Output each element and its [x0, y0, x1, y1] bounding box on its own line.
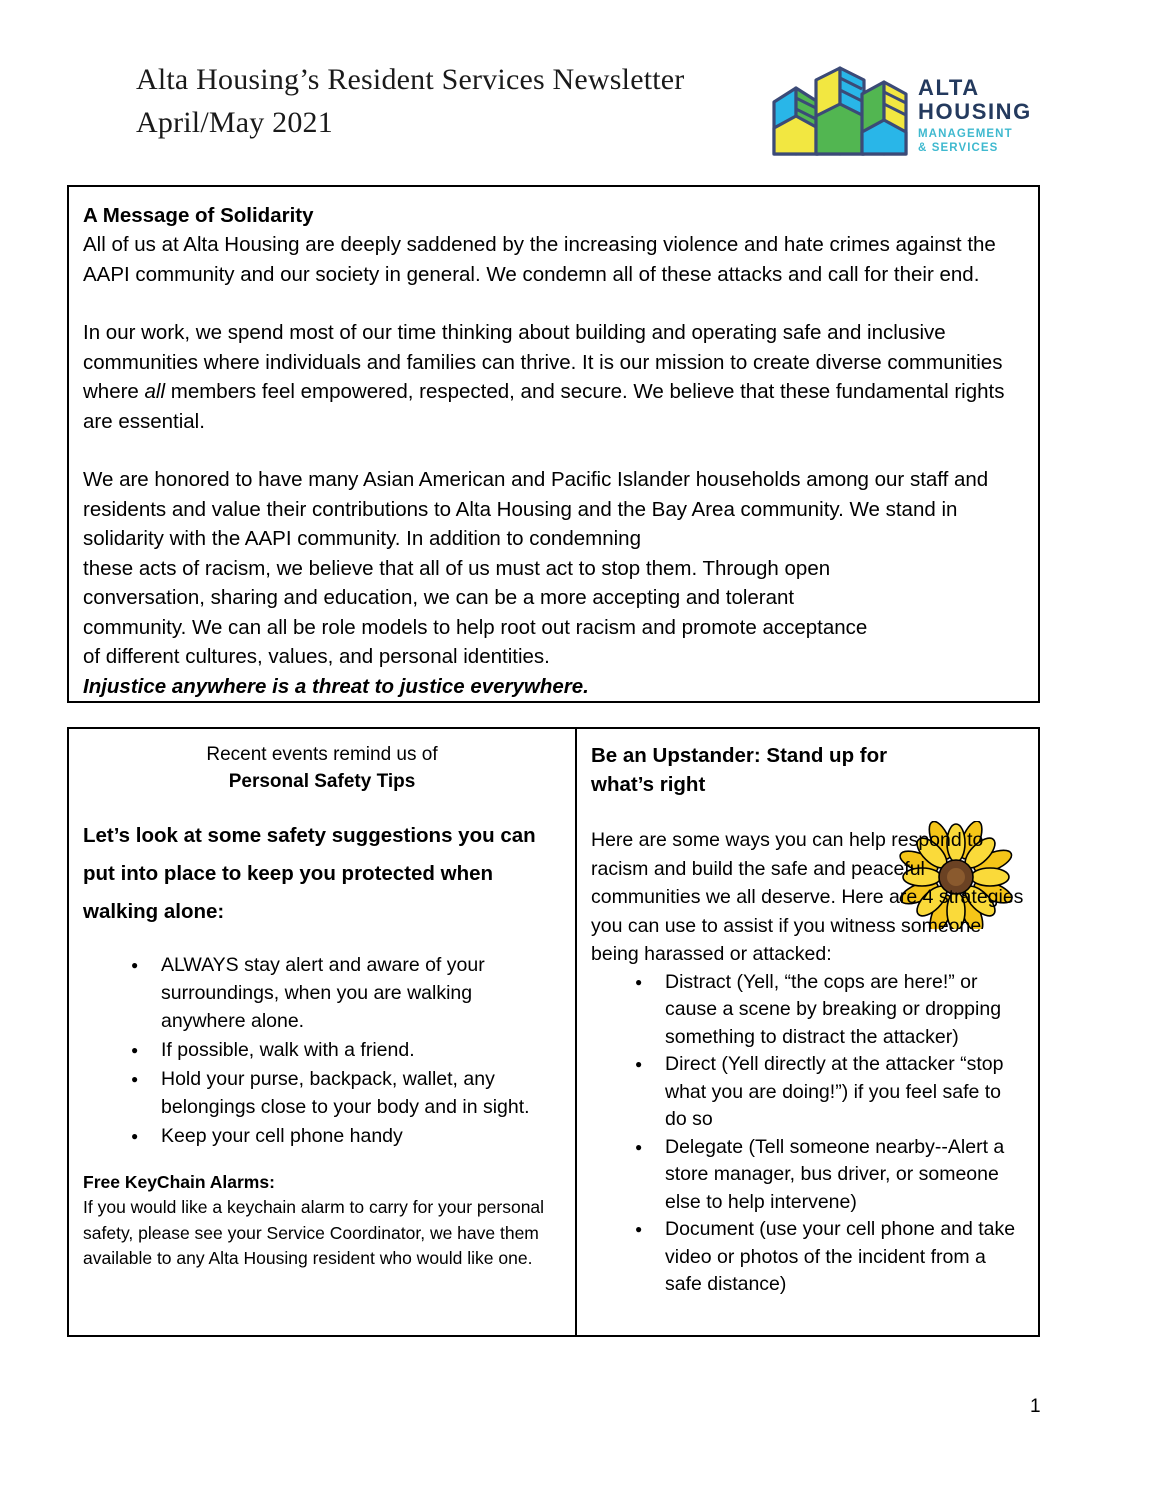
newsletter-title: Alta Housing’s Resident Services Newsletter: [136, 63, 685, 96]
upstander-intro-text: Here are some ways you can help respond to racism and build the safe and peaceful communities we all deserve. Here are 4 strategies you can use to assist if you witness someone being harassed or attacked:: [591, 829, 1024, 965]
paragraph-spacer: [83, 289, 1024, 318]
solidarity-paragraph-3-wrapper: [83, 465, 1024, 701]
solidarity-paragraph-3-continued: these acts of racism, we believe that all of us must act to stop them. Through open conversation, sharing and education, we can be a more accepting and tolerant community. We can all be role models to help root out racism and promote acceptance of different cultures, values, and personal identities.: [83, 556, 868, 668]
list-item: ● Direct (Yell directly at the attacker “stop what you are doing!”) if you feel safe to do so: [665, 1051, 1024, 1134]
list-item: ● If possible, walk with a friend.: [161, 1036, 561, 1064]
page-number: 1: [1030, 1396, 1041, 1417]
list-item: ● Delegate (Tell someone nearby--Alert a store manager, bus driver, or someone else to help intervene): [665, 1134, 1024, 1217]
keychain-alarms-heading: Free KeyChain Alarms:: [83, 1172, 275, 1192]
logo-tagline-line1: MANAGEMENT: [918, 128, 1013, 140]
upstander-strategies-list: [591, 969, 1024, 1299]
logo-tagline-line2: & SERVICES: [918, 142, 999, 154]
upstander-heading-line1: Be an Upstander: Stand up for: [591, 744, 888, 767]
logo-housing-text: HOUSING: [918, 99, 1032, 124]
list-item: ● Keep your cell phone handy: [161, 1122, 561, 1150]
logo-wordmark: [918, 76, 1032, 155]
safety-title: Personal Safety Tips: [228, 771, 416, 792]
personal-safety-column: [69, 729, 577, 1335]
list-item: ● Distract (Yell, “the cops are here!” or cause a scene by breaking or dropping something to distract the attacker): [665, 969, 1024, 1052]
safety-tips-list: [83, 951, 561, 1150]
solidarity-message-box: [67, 185, 1040, 703]
list-item: ● Hold your purse, backpack, wallet, any belongings close to your body and in sight.: [161, 1065, 561, 1121]
list-item: ● ALWAYS stay alert and aware of your surroundings, when you are walking anywhere alone.: [161, 951, 561, 1035]
list-item: ● Document (use your cell phone and take video or photos of the incident from a safe distance): [665, 1216, 1024, 1299]
solidarity-paragraph-2: [83, 318, 1024, 436]
solidarity-paragraph-1: All of us at Alta Housing are deeply saddened by the increasing violence and hate crimes against the AAPI community and our society in general. We condemn all of these attacks and call for their end.: [83, 233, 996, 286]
safety-intro-line: Recent events remind us of: [206, 744, 438, 765]
newsletter-title-block: [136, 58, 685, 144]
alta-housing-logo: [760, 58, 1030, 166]
page-header: [0, 0, 1156, 180]
safety-lead-text: Let’s look at some safety suggestions you can put into place to keep you protected when walking alone:: [83, 824, 536, 923]
keychain-alarms-body: If you would like a keychain alarm to carry for your personal safety, please see your Service Coordinator, we have them available to any Alta Housing resident who would like one.: [83, 1197, 545, 1268]
upstander-column: [577, 729, 1038, 1335]
newsletter-issue-date: April/May 2021: [136, 106, 333, 139]
buildings-icon: [760, 58, 910, 166]
logo-alta-text: ALTA: [918, 75, 980, 100]
paragraph-2-part-2: members feel empowered, respected, and secure. We believe that these fundamental rights are essential.: [83, 380, 1005, 433]
solidarity-paragraph-3: We are honored to have many Asian American and Pacific Islander households among our staff and residents and value their contributions to Alta Housing and the Bay Area community. We stand in solidarity with the AAPI community. In addition to condemning: [83, 468, 989, 550]
paragraph-2-part-1: In our work, we spend most of our time thinking about building and operating safe and inclusive communities where individuals and families can thrive. It is our mission to create diverse communities where: [83, 321, 1003, 403]
upstander-heading-line2: what’s right: [591, 773, 706, 796]
solidarity-heading: A Message of Solidarity: [83, 204, 314, 227]
paragraph-spacer-2: [83, 436, 1024, 465]
tips-table: [67, 727, 1040, 1337]
paragraph-2-emphasis: all: [144, 380, 166, 403]
solidarity-closing-line: Injustice anywhere is a threat to justice everywhere.: [83, 674, 589, 698]
